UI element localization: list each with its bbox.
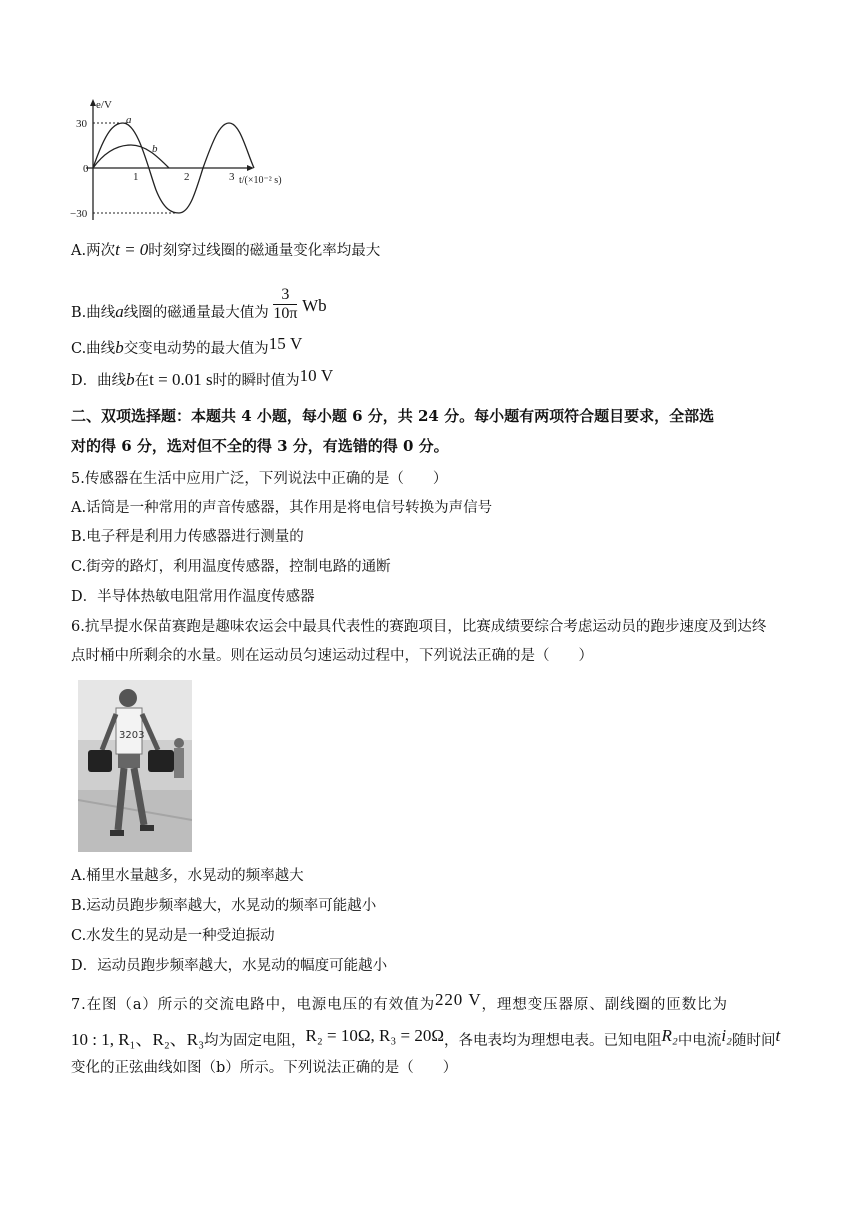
y-tick-30: 30 [76, 118, 87, 130]
q6-stem-line1: 6.抗旱提水保苗赛跑是趣味农运会中最具代表性的赛跑项目，比赛成绩要综合考虑运动员的跑步速度及到达终 [71, 619, 767, 635]
runner-bib: 3203 [119, 730, 145, 741]
q4-option-d: D．曲线b在t = 0.01 s时的瞬时值为10 V [71, 366, 334, 389]
q5-option-a: A.话筒是一种常用的声音传感器，其作用是将电信号转换为声信号 [71, 500, 493, 516]
section-2-heading-line2: 对的得 6 分，选对但不全的得 3 分，有选错的得 0 分。 [71, 437, 449, 455]
q6-stem-line2: 点时桶中所剩余的水量。则在运动员匀速运动过程中，下列说法正确的是（ ） [71, 648, 593, 664]
section-2-heading-line1: 二、双项选择题：本题共 4 小题，每小题 6 分，共 24 分。每小题有两项符合题目要求，全部选 [71, 407, 715, 425]
q5-stem: 5.传感器在生活中应用广泛，下列说法中正确的是（ ） [71, 471, 448, 487]
q7-stem-line2: 10 : 1, R₁、R₂、R₃均为固定电阻，R₂ = 10Ω, R₃ = 20Ω，各电表均为理想电表。已知电阻R₂中电流i₂随时间t [71, 1026, 781, 1049]
curve-a-label: a [126, 114, 132, 126]
y-axis-label: e/V [96, 99, 112, 111]
y-tick-minus-30: −30 [70, 208, 88, 220]
q4-option-c: C.曲线b交变电动势的最大值为15 V [71, 334, 303, 357]
runner-with-buckets-photo [78, 680, 192, 852]
q6-option-a: A.桶里水量越多，水晃动的频率越大 [71, 868, 304, 884]
q4-option-a: A.两次t = 0时刻穿过线圈的磁通量变化率均最大 [71, 240, 381, 259]
q6-option-d: D．运动员跑步频率越大，水晃动的幅度可能越小 [71, 958, 388, 974]
flux-fraction: $\frac{3}{10\pi}$ [273, 285, 298, 322]
q6-option-c: C.水发生的晃动是一种受迫振动 [71, 928, 275, 944]
curve-b [93, 145, 169, 168]
q4-option-b: B.曲线a线圈的磁通量最大值为 $\frac{3}{10\pi}$ Wb [71, 285, 327, 322]
x-tick-2: 2 [184, 171, 190, 183]
q6-option-b: B.运动员跑步频率越大，水晃动的频率可能越小 [71, 898, 377, 914]
q5-option-d: D．半导体热敏电阻常用作温度传感器 [71, 589, 315, 605]
q7-stem-line1: 7.在图（a）所示的交流电路中，电源电压的有效值为220 V，理想变压器原、副线圈的匝数比为 [71, 990, 728, 1013]
y-tick-0: 0 [83, 163, 89, 175]
x-tick-1: 1 [133, 171, 139, 183]
emf-time-graph [68, 95, 318, 225]
curve-b-label: b [152, 143, 158, 155]
q7-stem-line3: 变化的正弦曲线如图（b）所示。下列说法正确的是（ ） [71, 1060, 458, 1076]
x-tick-3: 3 [229, 171, 235, 183]
x-axis-label: t/(×10⁻² s) [239, 175, 282, 186]
q5-option-b: B.电子秤是利用力传感器进行测量的 [71, 529, 304, 545]
q5-option-c: C.街旁的路灯，利用温度传感器，控制电路的通断 [71, 559, 391, 575]
